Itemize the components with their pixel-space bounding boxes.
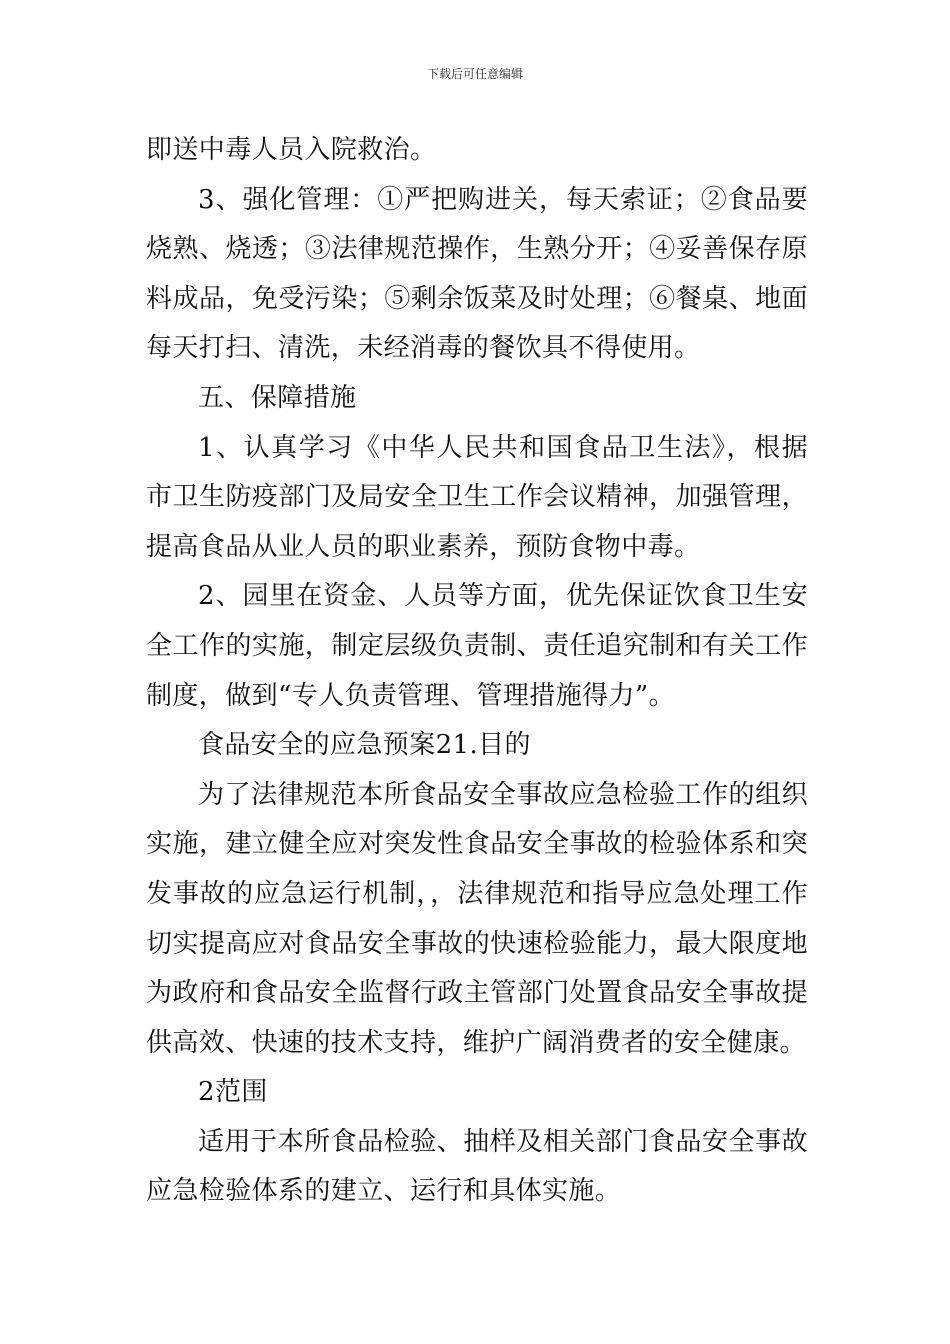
paragraph-study-law: 1、认真学习《中华人民共和国食品卫生法》，根据市卫生防疫部门及局安全卫生工作会议精神，加强管理，提高食品从业人员的职业素养，预防食物中毒。 — [146, 432, 808, 562]
page-header: 下载后可任意编辑 — [426, 67, 523, 81]
section-heading-emergency-plan: 食品安全的应急预案21.目的 — [198, 730, 531, 761]
paragraph-management: 3、强化管理：①严把购进关，每天索证；②食品要烧熟、烧透；③法律规范操作，生熟分开；④妥善保存原料成品，免受污染；⑤剩余饭菜及时处理；⑥餐桌、地面每天打扫、清洗，未经消毒的餐饮具不得使用。 — [146, 184, 808, 364]
paragraph-funding: 2、园里在资金、人员等方面，优先保证饮食卫生安全工作的实施，制定层级负责制、责任追究制和有关工作制度，做到“专人负责管理、管理措施得力”。 — [146, 581, 808, 711]
paragraph-continuation: 即送中毒人员入院救治。 — [146, 135, 437, 165]
section-heading-scope: 2范围 — [198, 1077, 268, 1108]
paragraph-scope: 适用于本所食品检验、抽样及相关部门食品安全事故应急检验体系的建立、运行和具体实施。 — [146, 1126, 808, 1207]
paragraph-purpose: 为了法律规范本所食品安全事故应急检验工作的组织实施，建立健全应对突发性食品安全事故的检验体系和突发事故的应急运行机制，，法律规范和指导应急处理工作切实提高应对食品安全事故的快速检验能力，最大限度地为政府和食品安全监督行政主管部门处置食品安全事故提供高效、快速的技术支持，维护广阔消费者的安全健康。 — [146, 779, 808, 1058]
section-heading-safeguards: 五、保障措施 — [198, 382, 357, 413]
document-body — [146, 126, 808, 1217]
